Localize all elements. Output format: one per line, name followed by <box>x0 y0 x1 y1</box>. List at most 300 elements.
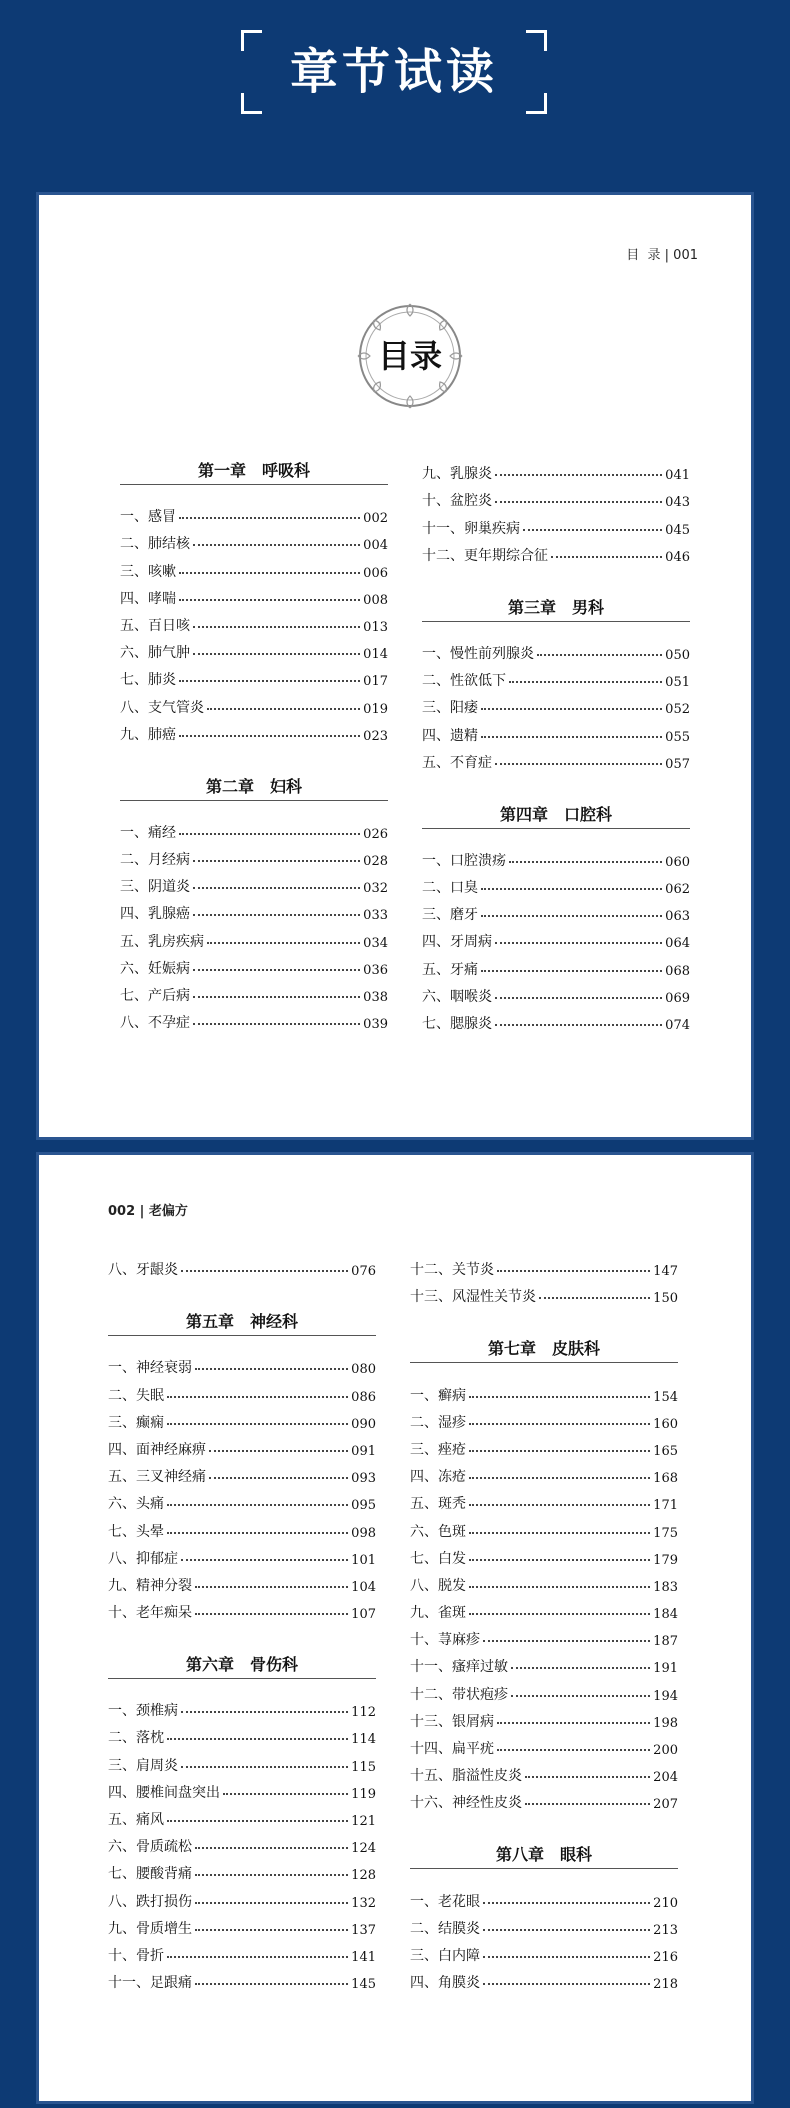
toc-entry[interactable] <box>422 636 690 663</box>
leader-dots <box>181 1766 348 1768</box>
leader-dots <box>207 942 360 944</box>
entry-page: 052 <box>665 702 690 718</box>
leader-dots <box>495 997 662 999</box>
entry-page: 086 <box>351 1389 376 1405</box>
entry-page: 150 <box>653 1291 678 1307</box>
entry-number: 七、 <box>108 1866 136 1883</box>
leader-dots <box>195 1929 348 1931</box>
entry-page: 119 <box>351 1786 376 1802</box>
entry-title: 神经衰弱 <box>136 1360 192 1377</box>
leader-dots <box>179 599 360 601</box>
toc-entry[interactable] <box>422 979 690 1006</box>
entry-title: 老年痴呆 <box>136 1605 192 1622</box>
toc-entry[interactable] <box>410 1938 678 1965</box>
entry-page: 034 <box>363 935 388 951</box>
toc-entry[interactable] <box>108 1829 376 1856</box>
entry-title: 牙龈炎 <box>136 1262 178 1279</box>
entry-number: 三、 <box>422 907 450 924</box>
leader-dots <box>495 763 662 765</box>
entry-title: 肺癌 <box>148 726 176 743</box>
toc-entry[interactable] <box>120 581 388 608</box>
entry-title: 磨牙 <box>450 907 478 924</box>
leader-dots <box>495 1024 662 1026</box>
leader-dots <box>483 1929 650 1931</box>
entry-title: 慢性前列腺炎 <box>450 645 534 662</box>
entry-page: 137 <box>351 1922 376 1938</box>
toc-entry[interactable] <box>108 1377 376 1404</box>
entry-number: 一、 <box>108 1703 136 1720</box>
entry-title: 痛风 <box>136 1812 164 1828</box>
entry-number: 三、 <box>120 879 148 896</box>
entry-number: 一、 <box>422 852 450 869</box>
entry-number: 五、 <box>108 1469 136 1486</box>
toc-entry[interactable] <box>410 1568 678 1595</box>
entry-page: 028 <box>363 854 388 870</box>
toc-entry[interactable] <box>410 1252 678 1279</box>
entry-page: 091 <box>351 1443 376 1459</box>
toc-entry[interactable] <box>410 1279 678 1306</box>
toc-page-1 <box>36 192 754 1140</box>
toc-entry[interactable] <box>120 842 388 869</box>
entry-number: 八、 <box>108 1893 136 1910</box>
entry-page: 168 <box>653 1471 678 1487</box>
entry-page: 132 <box>351 1895 376 1911</box>
toc-entry[interactable] <box>422 924 690 951</box>
leader-dots <box>193 860 360 862</box>
toc-entry[interactable] <box>120 553 388 580</box>
entry-page: 114 <box>351 1732 376 1748</box>
entry-title: 妊娠病 <box>148 960 190 977</box>
entry-page: 033 <box>363 908 388 924</box>
entry-page: 017 <box>363 674 388 690</box>
leader-dots <box>179 735 360 737</box>
leader-dots <box>167 1423 348 1425</box>
entry-page: 145 <box>351 1977 376 1993</box>
toc-entry[interactable] <box>120 815 388 842</box>
leader-dots <box>523 529 662 531</box>
toc-entry[interactable] <box>410 1731 678 1758</box>
entry-title: 颈椎病 <box>136 1703 178 1720</box>
entry-page: 014 <box>363 647 388 663</box>
entry-number: 七、 <box>410 1550 438 1567</box>
toc-entry[interactable] <box>120 635 388 662</box>
entry-number: 十四、 <box>410 1741 452 1757</box>
entry-number: 九、 <box>108 1577 136 1594</box>
entry-page: 032 <box>363 881 388 897</box>
entry-title: 结膜炎 <box>438 1920 480 1937</box>
entry-title: 腰酸背痛 <box>136 1866 192 1883</box>
entry-page: 026 <box>363 826 388 842</box>
entry-title: 脂溢性皮炎 <box>452 1768 522 1785</box>
entry-number: 七、 <box>120 988 148 1004</box>
entry-page: 098 <box>351 1525 376 1541</box>
section-gap <box>120 744 388 774</box>
section-gap <box>422 772 690 802</box>
entry-number: 四、 <box>410 1469 438 1486</box>
entry-page: 160 <box>653 1416 678 1432</box>
toc-entry[interactable] <box>108 1965 376 1992</box>
toc-entry[interactable] <box>422 483 690 510</box>
entry-title: 乳腺癌 <box>148 906 190 923</box>
entry-title: 不孕症 <box>148 1015 190 1032</box>
entry-page: 165 <box>653 1443 678 1459</box>
entry-page: 006 <box>363 565 388 581</box>
entry-title: 骨质增生 <box>136 1920 192 1937</box>
leader-dots <box>193 626 360 628</box>
entry-title: 腰椎间盘突出 <box>136 1784 220 1801</box>
entry-title: 足跟痛 <box>150 1975 192 1992</box>
entry-title: 支气管炎 <box>148 699 204 716</box>
entry-title: 口腔溃疡 <box>450 852 506 869</box>
leader-dots <box>167 1532 348 1534</box>
leader-dots <box>469 1559 650 1561</box>
toc-entry[interactable] <box>410 1676 678 1703</box>
entry-number: 六、 <box>410 1523 438 1540</box>
entry-number: 七、 <box>422 1016 450 1032</box>
toc-entry[interactable] <box>108 1747 376 1774</box>
toc-entry[interactable] <box>108 1938 376 1965</box>
entry-number: 二、 <box>410 1920 438 1937</box>
toc-entry[interactable] <box>410 1785 678 1812</box>
entry-number: 二、 <box>108 1730 136 1747</box>
toc-entry[interactable] <box>108 1911 376 1938</box>
leader-dots <box>509 861 662 863</box>
toc-entry[interactable] <box>108 1252 376 1279</box>
entry-number: 四、 <box>108 1784 136 1801</box>
toc-entry[interactable] <box>108 1350 376 1377</box>
toc-entry[interactable] <box>422 717 690 744</box>
toc-emblem <box>354 300 466 412</box>
toc-page-2 <box>36 1152 754 2104</box>
entry-title: 产后病 <box>148 988 190 1004</box>
entry-title: 盆腔炎 <box>450 493 492 510</box>
entry-title: 口臭 <box>450 880 478 897</box>
entry-number: 五、 <box>410 1496 438 1513</box>
entry-title: 风湿性关节炎 <box>452 1289 536 1306</box>
entry-page: 064 <box>665 936 690 952</box>
toc-entry[interactable] <box>120 717 388 744</box>
leader-dots <box>223 1793 348 1795</box>
entry-number: 二、 <box>410 1414 438 1431</box>
toc-entry[interactable] <box>120 1005 388 1032</box>
toc-entry[interactable] <box>410 1649 678 1676</box>
leader-dots <box>469 1450 650 1452</box>
chapter-heading[interactable]: 第二章 妇科 <box>120 774 388 801</box>
toc-entry[interactable] <box>410 1758 678 1785</box>
entry-title: 落枕 <box>136 1730 164 1747</box>
banner-title-frame <box>241 30 547 114</box>
entry-page: 175 <box>653 1525 678 1541</box>
toc-entry[interactable] <box>108 1541 376 1568</box>
leader-dots <box>209 1477 348 1479</box>
entry-number: 二、 <box>422 880 450 897</box>
leader-dots <box>469 1423 650 1425</box>
toc-entry[interactable] <box>410 1405 678 1432</box>
toc-entry[interactable] <box>422 1006 690 1033</box>
entry-page: 101 <box>351 1552 376 1568</box>
chapter-heading[interactable]: 第八章 眼科 <box>410 1842 678 1869</box>
toc-entry[interactable] <box>120 662 388 689</box>
entry-number: 六、 <box>422 988 450 1005</box>
entry-page: 004 <box>363 538 388 554</box>
entry-title: 面神经麻痹 <box>136 1441 206 1458</box>
leader-dots <box>195 1586 348 1588</box>
banner <box>0 0 790 190</box>
entry-number: 十一、 <box>422 520 464 537</box>
entry-title: 抑郁症 <box>136 1550 178 1567</box>
entry-title: 咽喉炎 <box>450 988 492 1005</box>
leader-dots <box>193 996 360 998</box>
toc-entry[interactable] <box>120 689 388 716</box>
chapter-heading[interactable]: 第三章 男科 <box>422 595 690 622</box>
entry-title: 银屑病 <box>452 1713 494 1730</box>
leader-dots <box>539 1297 650 1299</box>
leader-dots <box>209 1450 348 1452</box>
entry-title: 带状疱疹 <box>452 1686 508 1703</box>
toc-entry[interactable] <box>108 1459 376 1486</box>
entry-title: 色斑 <box>438 1523 466 1540</box>
entry-page: 107 <box>351 1607 376 1623</box>
banner-title: 章节试读 <box>289 44 498 100</box>
entry-number: 十二、 <box>410 1686 452 1703</box>
toc-entry[interactable] <box>108 1432 376 1459</box>
leader-dots <box>497 1270 650 1272</box>
leader-dots <box>495 942 662 944</box>
entry-title: 乳腺炎 <box>450 466 492 483</box>
toc-entry[interactable] <box>410 1704 678 1731</box>
entry-title: 冻疮 <box>438 1469 466 1486</box>
entry-page: 045 <box>665 522 690 538</box>
entry-page: 039 <box>363 1017 388 1033</box>
entry-page: 050 <box>665 647 690 663</box>
entry-page: 121 <box>351 1814 376 1829</box>
toc-entry[interactable] <box>422 843 690 870</box>
leader-dots <box>179 572 360 574</box>
leader-dots <box>179 680 360 682</box>
entry-page: 194 <box>653 1688 678 1704</box>
toc-entry[interactable] <box>108 1775 376 1802</box>
leader-dots <box>193 887 360 889</box>
toc-column-left <box>108 1252 376 1992</box>
leader-dots <box>469 1396 650 1398</box>
entry-number: 十六、 <box>410 1795 452 1812</box>
entry-number: 三、 <box>108 1414 136 1431</box>
chapter-heading[interactable]: 第七章 皮肤科 <box>410 1336 678 1363</box>
toc-entry[interactable] <box>120 608 388 635</box>
toc-column-right <box>422 456 690 1033</box>
leader-dots <box>181 1711 348 1713</box>
entry-title: 雀斑 <box>438 1605 466 1622</box>
chapter-heading[interactable]: 第四章 口腔科 <box>422 802 690 829</box>
entry-number: 四、 <box>410 1975 438 1992</box>
toc-column-left <box>120 458 388 1032</box>
leader-dots <box>497 1749 650 1751</box>
toc-entry[interactable] <box>410 1911 678 1938</box>
toc-entry[interactable] <box>422 951 690 978</box>
toc-entry[interactable] <box>108 1595 376 1622</box>
leader-dots <box>179 833 360 835</box>
chapter-heading[interactable]: 第一章 呼吸科 <box>120 458 388 485</box>
toc-entry[interactable] <box>108 1720 376 1747</box>
toc-entry[interactable] <box>410 1622 678 1649</box>
leader-dots <box>195 1902 348 1904</box>
entry-page: 218 <box>653 1977 678 1993</box>
leader-dots <box>537 654 662 656</box>
toc-entry[interactable] <box>410 1377 678 1404</box>
leader-dots <box>511 1695 650 1697</box>
section-gap <box>422 565 690 595</box>
toc-entry[interactable] <box>410 1486 678 1513</box>
entry-title: 荨麻疹 <box>438 1632 480 1649</box>
page-header: 目 录 | 001 <box>626 248 698 263</box>
toc-entry[interactable] <box>120 896 388 923</box>
entry-number: 七、 <box>120 672 148 689</box>
chapter-heading[interactable]: 第五章 神经科 <box>108 1309 376 1336</box>
leader-dots <box>195 1983 348 1985</box>
entry-number: 三、 <box>108 1757 136 1774</box>
leader-dots <box>509 681 662 683</box>
entry-number: 一、 <box>410 1387 438 1404</box>
leader-dots <box>481 915 662 917</box>
toc-entry[interactable] <box>120 951 388 978</box>
entry-title: 骨质疏松 <box>136 1839 192 1856</box>
leader-dots <box>495 474 662 476</box>
toc-entry[interactable] <box>410 1513 678 1540</box>
toc-entry[interactable] <box>120 526 388 553</box>
toc-entry[interactable] <box>108 1856 376 1883</box>
entry-number: 三、 <box>410 1947 438 1964</box>
entry-title: 遗精 <box>450 727 478 744</box>
toc-entry[interactable] <box>410 1432 678 1459</box>
leader-dots <box>195 1847 348 1849</box>
toc-entry[interactable] <box>422 897 690 924</box>
toc-entry[interactable] <box>108 1486 376 1513</box>
leader-dots <box>195 1368 348 1370</box>
entry-title: 癣病 <box>438 1387 466 1404</box>
entry-title: 不育症 <box>450 754 492 771</box>
entry-page: 043 <box>665 495 690 511</box>
leader-dots <box>525 1776 650 1778</box>
entry-title: 肺气肿 <box>148 645 190 662</box>
toc-entry[interactable] <box>120 923 388 950</box>
leader-dots <box>483 1956 650 1958</box>
leader-dots <box>469 1477 650 1479</box>
leader-dots <box>469 1586 650 1588</box>
chapter-heading[interactable]: 第六章 骨伤科 <box>108 1652 376 1679</box>
entry-number: 一、 <box>120 824 148 841</box>
entry-page: 041 <box>665 468 690 484</box>
entry-title: 神经性皮炎 <box>452 1795 522 1812</box>
entry-page: 051 <box>665 675 690 691</box>
toc-entry[interactable] <box>410 1883 678 1910</box>
entry-number: 十三、 <box>410 1713 452 1730</box>
toc-entry[interactable] <box>108 1405 376 1432</box>
toc-entry[interactable] <box>422 663 690 690</box>
entry-page: 013 <box>363 619 388 635</box>
entry-number: 十五、 <box>410 1768 452 1785</box>
entry-number: 十、 <box>410 1632 438 1649</box>
entry-page: 063 <box>665 909 690 925</box>
entry-number: 十三、 <box>410 1289 452 1306</box>
leader-dots <box>481 888 662 890</box>
leader-dots <box>469 1504 650 1506</box>
page-header: 002 | 老偏方 <box>108 1204 188 1219</box>
entry-page: 068 <box>665 963 690 979</box>
entry-page: 008 <box>363 592 388 608</box>
toc-entry[interactable] <box>120 869 388 896</box>
entry-title: 肺结核 <box>148 536 190 553</box>
entry-number: 十二、 <box>410 1262 452 1279</box>
entry-number: 八、 <box>410 1577 438 1594</box>
entry-number: 三、 <box>120 563 148 580</box>
toc-entry[interactable] <box>422 745 690 772</box>
leader-dots <box>181 1559 348 1561</box>
toc-entry[interactable] <box>410 1459 678 1486</box>
entry-number: 一、 <box>422 645 450 662</box>
toc-entry[interactable] <box>422 510 690 537</box>
entry-page: 154 <box>653 1389 678 1405</box>
toc-column-right <box>410 1252 678 1992</box>
toc-entry[interactable] <box>108 1513 376 1540</box>
toc-entry[interactable] <box>108 1568 376 1595</box>
entry-page: 191 <box>653 1661 678 1677</box>
entry-page: 198 <box>653 1715 678 1731</box>
entry-number: 四、 <box>120 906 148 923</box>
entry-page: 210 <box>653 1895 678 1911</box>
entry-number: 二、 <box>422 673 450 690</box>
leader-dots <box>167 1820 348 1822</box>
entry-title: 脱发 <box>438 1577 466 1594</box>
entry-title: 牙痛 <box>450 961 478 978</box>
entry-title: 骨折 <box>136 1947 164 1964</box>
entry-page: 060 <box>665 854 690 870</box>
leader-dots <box>193 544 360 546</box>
entry-title: 月经病 <box>148 852 190 869</box>
entry-page: 019 <box>363 701 388 717</box>
entry-title: 阴道炎 <box>148 879 190 896</box>
leader-dots <box>511 1667 650 1669</box>
entry-page: 179 <box>653 1552 678 1568</box>
toc-entry[interactable] <box>120 499 388 526</box>
toc-entry[interactable] <box>422 538 690 565</box>
toc-entry[interactable] <box>422 456 690 483</box>
toc-entry[interactable] <box>410 1965 678 1992</box>
toc-entry[interactable] <box>410 1541 678 1568</box>
entry-title: 乳房疾病 <box>148 933 204 950</box>
toc-entry[interactable] <box>108 1883 376 1910</box>
entry-number: 二、 <box>120 852 148 869</box>
leader-dots <box>525 1803 650 1805</box>
toc-entry[interactable] <box>422 870 690 897</box>
entry-number: 九、 <box>410 1605 438 1622</box>
toc-entry[interactable] <box>120 978 388 1005</box>
toc-entry[interactable] <box>108 1693 376 1720</box>
entry-number: 三、 <box>410 1441 438 1458</box>
entry-page: 115 <box>351 1759 376 1775</box>
entry-title: 性欲低下 <box>450 673 506 690</box>
entry-page: 074 <box>665 1018 690 1033</box>
entry-page: 204 <box>653 1770 678 1786</box>
toc-entry[interactable] <box>422 690 690 717</box>
leader-dots <box>551 556 662 558</box>
entry-title: 湿疹 <box>438 1414 466 1431</box>
entry-page: 141 <box>351 1949 376 1965</box>
toc-entry[interactable] <box>410 1595 678 1622</box>
entry-number: 五、 <box>120 617 148 634</box>
entry-number: 四、 <box>422 727 450 744</box>
toc-entry[interactable] <box>108 1802 376 1829</box>
entry-title: 斑秃 <box>438 1496 466 1513</box>
